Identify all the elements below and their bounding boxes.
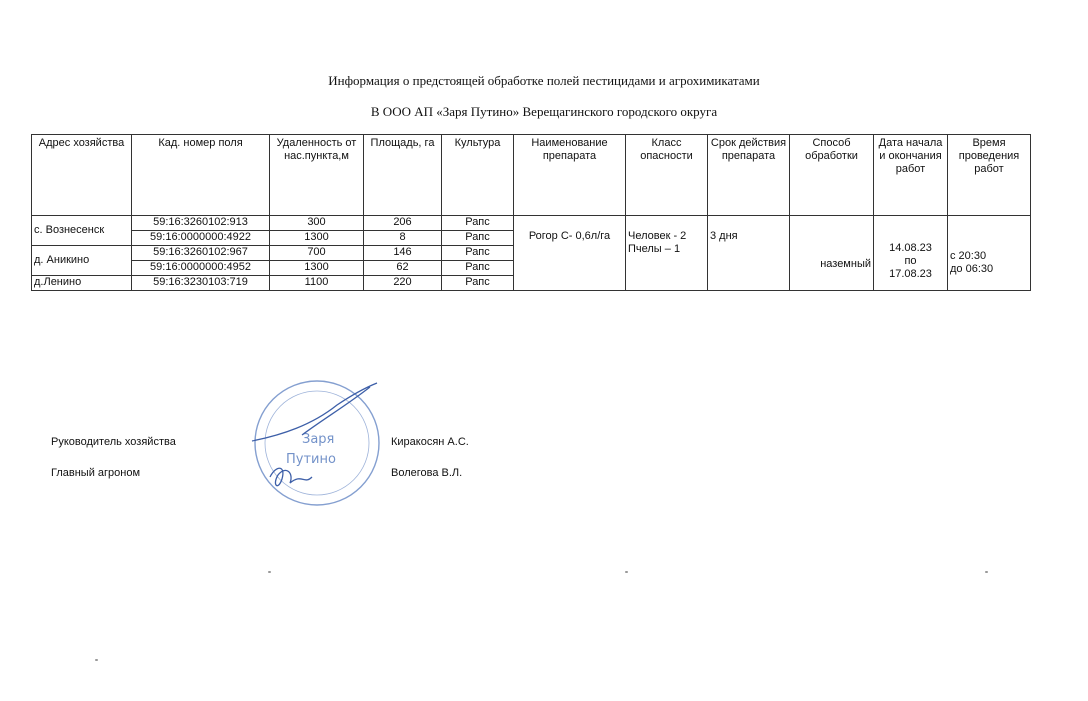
- crop-cell: Рапс: [442, 231, 514, 246]
- table-header-row: [32, 135, 1031, 216]
- date-separator: по: [904, 255, 917, 267]
- header-preparation: Наименование препарата: [514, 135, 626, 216]
- hazard-bees: Пчелы – 1: [628, 243, 681, 255]
- scan-speck: [985, 571, 988, 573]
- address-cell: с. Вознесенск: [32, 216, 132, 246]
- header-crop: Культура: [442, 135, 514, 216]
- scan-speck: [95, 659, 98, 661]
- cadastral-cell: 59:16:0000000:4952: [132, 261, 270, 276]
- crop-cell: Рапс: [442, 216, 514, 231]
- cadastral-cell: 59:16:3230103:719: [132, 276, 270, 291]
- stamp-text-top: Заря: [302, 432, 335, 447]
- header-distance: Удаленность от нас.пункта,м: [270, 135, 364, 216]
- dates-cell: [874, 216, 948, 291]
- crop-cell: Рапс: [442, 261, 514, 276]
- agronomist-role-label: Главный агроном: [51, 467, 141, 479]
- crop-cell: Рапс: [442, 276, 514, 291]
- address-cell: д. Аникино: [32, 246, 132, 276]
- stamp-text-bottom: Путино: [286, 452, 336, 467]
- hazard-cell: [626, 216, 708, 291]
- validity-cell: 3 дня: [708, 216, 790, 291]
- time-end: до 06:30: [950, 263, 994, 275]
- agronomist-name-label: Волегова В.Л.: [391, 467, 463, 479]
- distance-cell: 1300: [270, 261, 364, 276]
- address-cell: д.Ленино: [32, 276, 132, 291]
- header-time: Время проведения работ: [948, 135, 1031, 216]
- header-validity: Срок действия препарата: [708, 135, 790, 216]
- scan-speck: [625, 571, 628, 573]
- preparation-cell: Рогор С- 0,6л/га: [514, 216, 626, 291]
- area-cell: 62: [364, 261, 442, 276]
- method-cell: наземный: [790, 216, 874, 291]
- header-cadastral: Кад. номер поля: [132, 135, 270, 216]
- header-hazard: Класс опасности: [626, 135, 708, 216]
- area-cell: 8: [364, 231, 442, 246]
- document-subtitle: В ООО АП «Заря Путино» Верещагинского городского округа: [370, 104, 718, 119]
- treatment-table: [31, 134, 1031, 291]
- agronomist-signature: [270, 468, 312, 485]
- table-row: [32, 216, 1031, 231]
- header-method: Способ обработки: [790, 135, 874, 216]
- date-end: 17.08.23: [889, 268, 932, 280]
- cadastral-cell: 59:16:0000000:4922: [132, 231, 270, 246]
- distance-cell: 1300: [270, 231, 364, 246]
- header-address: Адрес хозяйства: [32, 135, 132, 216]
- time-start: с 20:30: [950, 250, 987, 262]
- distance-cell: 700: [270, 246, 364, 261]
- header-area: Площадь, га: [364, 135, 442, 216]
- cadastral-cell: 59:16:3260102:967: [132, 246, 270, 261]
- hazard-human: Человек - 2: [628, 230, 687, 242]
- area-cell: 220: [364, 276, 442, 291]
- header-dates: Дата начала и окончания работ: [874, 135, 948, 216]
- document-title: Информация о предстоящей обработке полей пестицидами и агрохимикатами: [328, 73, 760, 88]
- date-start: 14.08.23: [889, 242, 932, 254]
- cadastral-cell: 59:16:3260102:913: [132, 216, 270, 231]
- time-cell: [948, 216, 1031, 291]
- scan-speck: [268, 571, 271, 573]
- distance-cell: 300: [270, 216, 364, 231]
- crop-cell: Рапс: [442, 246, 514, 261]
- head-name-label: Киракосян А.С.: [391, 436, 469, 448]
- head-role-label: Руководитель хозяйства: [51, 436, 176, 448]
- distance-cell: 1100: [270, 276, 364, 291]
- area-cell: 206: [364, 216, 442, 231]
- area-cell: 146: [364, 246, 442, 261]
- company-stamp: [242, 365, 392, 515]
